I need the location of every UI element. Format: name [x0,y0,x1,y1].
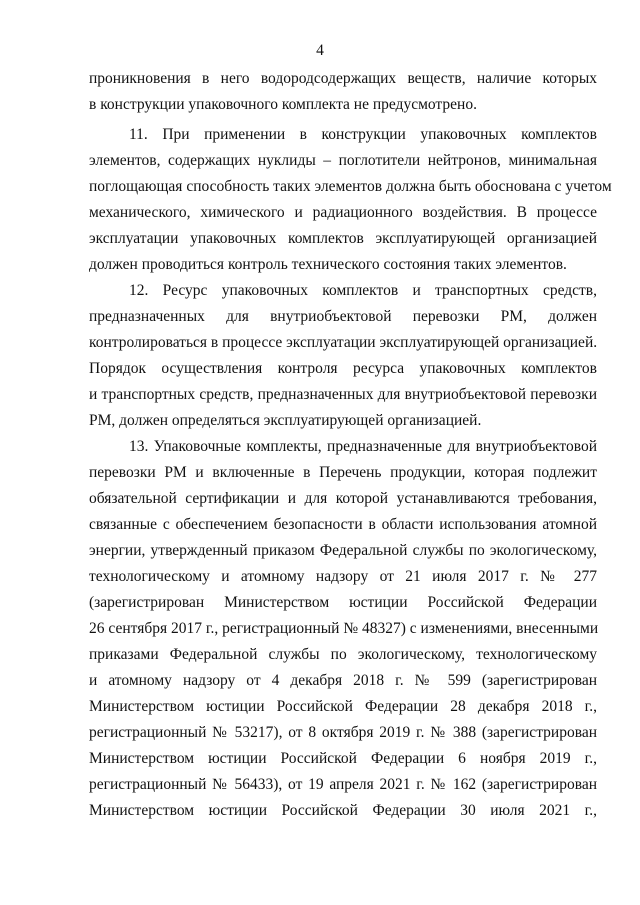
text-line: элементов, содержащих нуклиды – поглотители нейтронов, минимальная [89,152,597,169]
text-line: РМ, должен определяться эксплуатирующей организацией. [89,412,482,429]
text-line: 26 сентября 2017 г., регистрационный № 48327) с изменениями, внесенными [89,620,599,637]
text-line: энергии, утвержденный приказом Федеральной службы по экологическому, [89,542,597,559]
text-line: проникновения в него водородсодержащих веществ, наличие которых [89,70,597,87]
page-number: 4 [316,42,324,59]
text-line: перевозки РМ и включенные в Перечень продукции, которая подлежит [89,464,597,481]
text-line: предназначенных для внутриобъектовой перевозки РМ, должен [89,308,597,325]
text-line: механического, химического и радиационного воздействия. В процессе [89,204,597,221]
text-line: приказами Федеральной службы по экологическому, технологическому [89,646,597,663]
text-line: обязательной сертификации и для которой устанавливаются требования, [89,490,597,507]
text-line: и атомному надзору от 4 декабря 2018 г. № 599 (зарегистрирован [89,672,597,689]
text-line: и транспортных средств, предназначенных для внутриобъектовой перевозки [89,386,597,403]
text-line: Министерством юстиции Российской Федерации 30 июля 2021 г., [89,802,597,819]
text-line: должен проводиться контроль технического состояния таких элементов. [89,256,567,273]
text-line: Министерством юстиции Российской Федерации 6 ноября 2019 г., [89,750,597,767]
text-line: контролироваться в процессе эксплуатации эксплуатирующей организацией. [89,334,598,351]
text-line: эксплуатации упаковочных комплектов эксплуатирующей организацией [89,230,597,247]
text-line: технологическому и атомному надзору от 21 июля 2017 г. № 277 [89,568,597,585]
text-line: регистрационный № 53217), от 8 октября 2019 г. № 388 (зарегистрирован [89,724,597,741]
text-line: поглощающая способность таких элементов должна быть обоснована с учетом [89,178,612,195]
text-line: связанные с обеспечением безопасности в области использования атомной [89,516,597,533]
text-line: регистрационный № 56433), от 19 апреля 2021 г. № 162 (зарегистрирован [89,776,597,793]
text-line: (зарегистрирован Министерством юстиции Российской Федерации [89,594,597,611]
paragraph-11-first-line: 11. При применении в конструкции упаковочных комплектов [129,126,597,143]
text-line: Министерством юстиции Российской Федерации 28 декабря 2018 г., [89,698,597,715]
text-line: Порядок осуществления контроля ресурса упаковочных комплектов [89,360,597,377]
paragraph-12-first-line: 12. Ресурс упаковочных комплектов и транспортных средств, [129,282,597,299]
paragraph-13-first-line: 13. Упаковочные комплекты, предназначенные для внутриобъектовой [129,438,597,455]
text-line: в конструкции упаковочного комплекта не предусмотрено. [89,96,477,113]
